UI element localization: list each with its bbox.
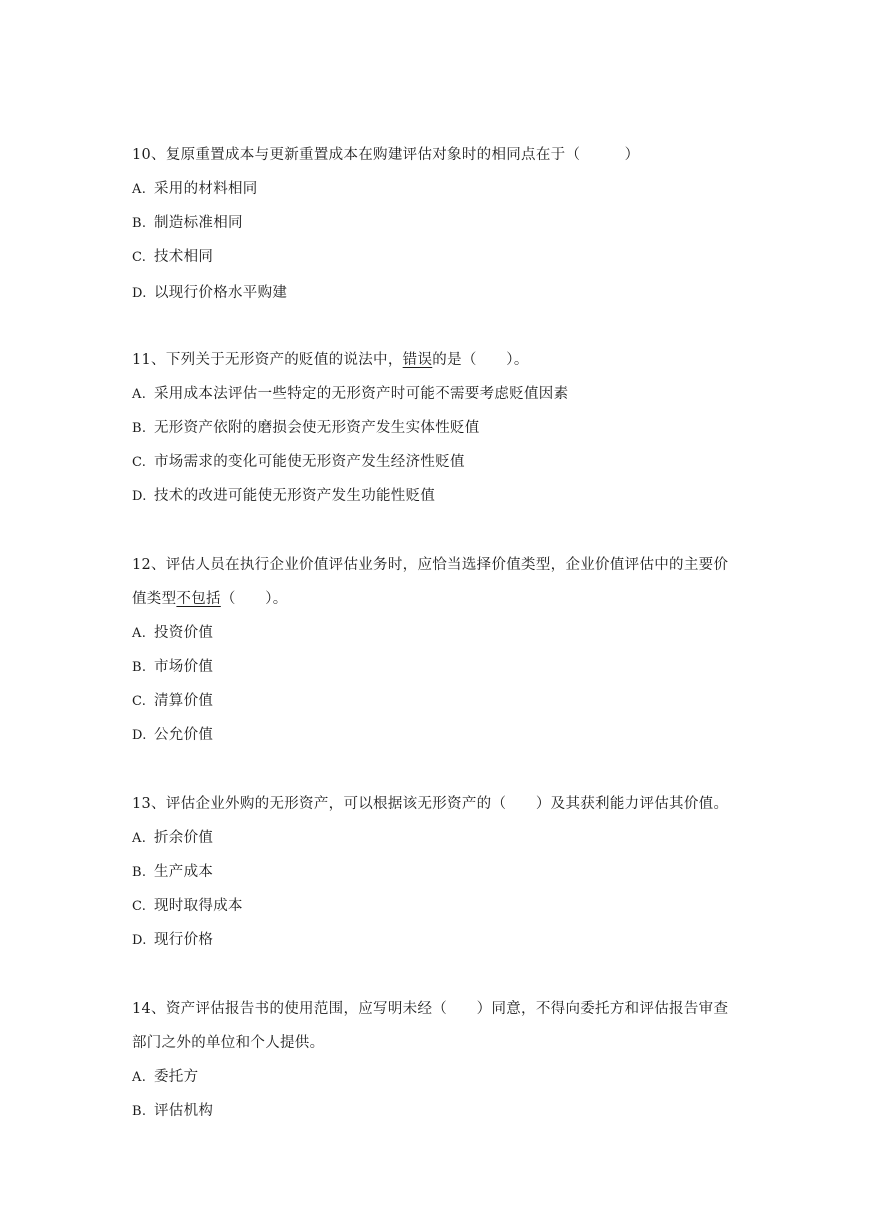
option-letter: A. (132, 1070, 147, 1085)
question-10-option-a (132, 179, 258, 200)
option-letter: D. (132, 489, 147, 504)
question-10-option-b (132, 213, 243, 234)
option-text: 采用成本法评估一些特定的无形资产时可能不需要考虑贬值因素 (154, 386, 569, 402)
question-11-stem (132, 350, 529, 370)
option-letter: A. (132, 387, 147, 402)
option-letter: D. (132, 728, 147, 743)
option-letter: D. (132, 286, 147, 301)
stem-emphasis: 错误 (402, 352, 433, 368)
option-text: 现时取得成本 (154, 898, 243, 914)
option-text: 以现行价格水平购建 (154, 285, 288, 301)
option-text: 市场需求的变化可能使无形资产发生经济性贬值 (154, 454, 465, 470)
question-12-option-d (132, 725, 213, 746)
option-text: 技术的改进可能使无形资产发生功能性贬值 (154, 488, 436, 504)
question-11-option-c (132, 452, 465, 473)
option-letter: B. (132, 421, 147, 436)
option-letter: C. (132, 250, 147, 265)
option-text: 委托方 (154, 1069, 199, 1085)
question-12-option-b (132, 657, 213, 678)
option-letter: C. (132, 455, 147, 470)
question-14-stem-line2: 部门之外的单位和个人提供。 (132, 1035, 325, 1051)
question-11-option-d (132, 486, 435, 507)
question-14-option-a (132, 1067, 198, 1088)
option-letter: A. (132, 831, 147, 846)
option-letter: A. (132, 626, 147, 641)
question-14-stem-line1: 14、资产评估报告书的使用范围，应写明未经（ ）同意，不得向委托方和评估报告审查 (132, 1001, 729, 1017)
stem-text: 的是（ ）。 (432, 352, 529, 368)
option-text: 技术相同 (154, 249, 214, 265)
question-11-option-b (132, 418, 480, 439)
question-13-option-b (132, 862, 213, 883)
question-12-stem-line2 (132, 589, 288, 609)
question-12-option-c (132, 691, 213, 712)
option-letter: A. (132, 182, 147, 197)
question-13-option-d (132, 930, 213, 951)
question-10-option-c (132, 247, 213, 268)
question-14-option-b (132, 1101, 213, 1122)
question-12-stem-line1: 12、评估人员在执行企业价值评估业务时，应恰当选择价值类型，企业价值评估中的主要价 (132, 557, 729, 573)
option-text: 无形资产依附的磨损会使无形资产发生实体性贬值 (154, 420, 480, 436)
question-13-stem: 13、评估企业外购的无形资产，可以根据该无形资产的（ ）及其获利能力评估其价值。 (132, 796, 729, 812)
option-letter: C. (132, 694, 147, 709)
option-letter: B. (132, 865, 147, 880)
option-letter: C. (132, 899, 147, 914)
question-13-option-c (132, 896, 243, 917)
question-13-option-a (132, 828, 213, 849)
question-10-stem: 10、复原重置成本与更新重置成本在购建评估对象时的相同点在于（ ） (132, 147, 640, 163)
option-text: 制造标准相同 (154, 215, 243, 231)
option-text: 生产成本 (154, 864, 214, 880)
option-text: 市场价值 (154, 659, 214, 675)
option-text: 投资价值 (154, 625, 214, 641)
option-letter: B. (132, 1104, 147, 1119)
option-text: 公允价值 (154, 727, 214, 743)
stem-text: 11、下列关于无形资产的贬值的说法中， (132, 352, 403, 368)
question-12-option-a (132, 623, 213, 644)
stem-text: （ ）。 (220, 591, 288, 607)
question-11-option-a (132, 384, 568, 405)
option-text: 评估机构 (154, 1103, 214, 1119)
question-10-option-d (132, 283, 287, 304)
option-text: 采用的材料相同 (154, 181, 258, 197)
option-text: 清算价值 (154, 693, 214, 709)
option-text: 现行价格 (154, 932, 214, 948)
option-letter: D. (132, 933, 147, 948)
option-letter: B. (132, 660, 147, 675)
stem-text: 值类型 (132, 591, 177, 607)
option-letter: B. (132, 216, 147, 231)
option-text: 折余价值 (154, 830, 214, 846)
stem-emphasis: 不包括 (176, 591, 221, 607)
